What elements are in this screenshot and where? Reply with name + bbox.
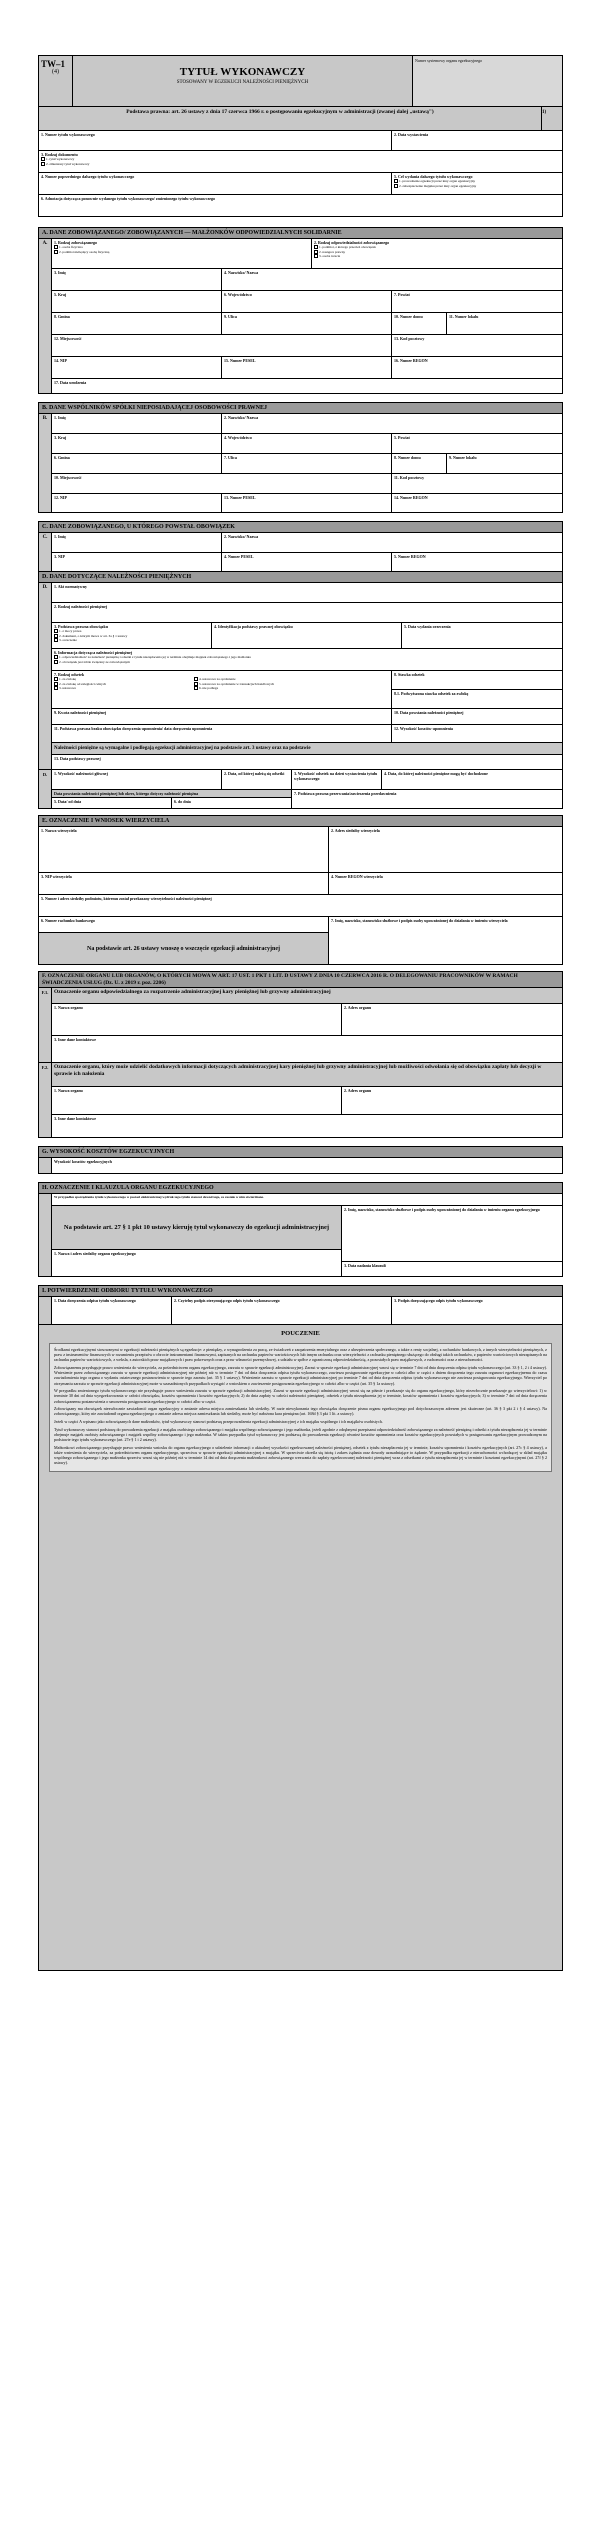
a-nip[interactable]: 14. NIP [52,357,222,378]
d-amount[interactable]: 9. Kwota należności pieniężnej [52,709,392,724]
legal-basis-row [38,107,563,131]
c-pesel[interactable]: 4. Numer PESEL [222,553,392,571]
d-interest-opt1: 1. za zwłokę [59,677,77,681]
d-interest-rate-raised[interactable]: 8.1. Podwyższona stawka odsetek za zwłokę [394,691,469,696]
f2-header: Oznaczenie organu, który może udzielić dodatkowych informacji dotyczących administracyjnej kary pieniężnej lub grzywny administracyjnej lub możliwości odwołania się od obowiązku zapłaty lub decyzji w sprawie ich nałożenia [54,1064,542,1077]
section-f-title: F. OZNACZENIE ORGANU LUB ORGANÓW, O KTÓRYCH MOWA W ART. 17 UST. 1 PKT 1 LIT. D USTAWY Z DNIA 10 CZERWCA 2016 R. O DELEGOWANIU PRACOWNIKÓW W RAMACH ŚWIADCZENIA USŁUG (Dz. U. z 2019 r. poz. 2206) [38,971,563,988]
form-header [38,55,563,107]
a-postal-code[interactable]: 13. Kod pocztowy [394,336,425,341]
d-limitation-basis[interactable]: 7. Podstawa prawna przerwania/zawieszenia przedawnienia [294,791,397,796]
purpose-opt-1: 1. prowadzenie egzekucji przez inny organ egzekucyjny [399,179,476,183]
instructions-paragraph: Jeżeli w części A wpisano jako zobowiązanych dane małżonków, tytuł wykonawczy stanowi podstawę przeprowadzenia egzekucji administracyjnej z ich majątku wspólnego i ich majątków osobistych. [54,1419,383,1424]
d-origin-date[interactable]: 10. Data powstania należności pieniężnej [394,710,464,715]
c-regon[interactable]: 5. Numer REGON [394,554,426,559]
b-city[interactable]: 10. Miejscowość [52,474,392,493]
b-apartment-number[interactable]: 9. Numer lokalu [449,455,477,460]
f2-contact[interactable]: 3. Inne dane kontaktowe [54,1116,97,1121]
d-principal-amount[interactable]: 1. Wysokość należności głównej [52,770,222,789]
d-interest-opt3: 3. ustawowe [59,686,76,691]
d-interest-type[interactable] [52,671,392,708]
section-d-side: D. [39,583,52,769]
instructions-paragraph: Środkami egzekucyjnymi stosowanymi w egzekucji należności pieniężnych są egzekucje: z pieniędzy, z wynagrodzenia za pracę, ze świadczeń z zaopatrzenia emerytalnego oraz z ubezpieczenia społecznego, a także z renty socjalnej, z rachunków bankowych, z innych wierzytelności pieniężnych, z praw z instrumentów finansowych w rozumieniu przepisów o obrocie instrumentami finansowymi, zapisanych na rachunku papierów wartościowych lub innym rachunku oraz wierzytelności z rachunku pieniężnego służącego do obsługi takich rachunków, z papierów wartościowych niezapisanych na rachunku papierów wartościowych, z weksla, z autorskich praw majątkowych i praw pokrewnych oraz z praw własności przemysłowej, z udziału w spółce z ograniczoną odpowiedzialnością, z pozostałych praw majątkowych, z ruchomości oraz z nieruchomości. [54,1347,547,1363]
section-a-side: A. [39,239,52,393]
a-regon[interactable]: 16. Numer REGON [394,358,428,363]
a-pesel[interactable]: 15. Numer PESEL [222,357,392,378]
d-interest-opt5: 5. ustawowe za opóźnienie w transakcjach handlowych [199,681,275,686]
e-bank-account[interactable]: 6. Numer rachunku bankowego [39,917,328,933]
section-d1-side: D. [39,770,52,808]
a-commune[interactable]: 8. Gmina [52,313,222,334]
e-signature[interactable]: 7. Imię, nazwisko, stanowisko służbowe i podpis osoby upoważnionej do działania w imieniu wierzyciela [331,918,508,923]
e-creditor-regon[interactable]: 4. Numer REGON wierzyciela [331,874,383,879]
d-enforceable-statement: Należności pieniężne są wymagalne i podlegają egzekucji administracyjnej na podstawie art. 3 ustawy oraz na podstawie [54,746,311,751]
d-legal-basis-opt1: 1. z mocy prawa [59,629,82,633]
section-e-title: E. OZNACZENIE I WNIOSEK WIERZYCIELA [38,815,563,827]
section-c-title: C. DANE ZOBOWIĄZANEGO, U KTÓREGO POWSTAŁ OBOWIĄZEK [38,521,563,533]
h-electronic-note: W przypadku sporządzenia tytułu wykonawczego w postaci elektronicznej wydruk tego tytułu stanowi dowód tego, co zostało w nim stwierdzone. [54,1195,264,1199]
f1-contact[interactable]: 3. Inne dane kontaktowe [54,1037,97,1042]
tw1-form [38,55,563,1971]
b-house-number[interactable]: 8. Numer domu [392,454,447,473]
b-country[interactable]: 3. Kraj [52,434,222,453]
i-recipient-signature[interactable]: 2. Czytelny podpis otrzymującego odpis tytułu wykonawczego [172,1297,392,1324]
h-clause: Na podstawie art. 27 § 1 pkt 10 ustawy kieruję tytuł wykonawczy do egzekucji administracyjnej [52,1206,341,1250]
organ-system-number[interactable]: Numer systemowy organu egzekucyjnego [412,56,562,106]
a-county[interactable]: 7. Powiat [394,292,410,297]
c-first-name[interactable]: 1. Imię [52,533,222,552]
field-issue-date[interactable]: 2. Data wystawienia [394,132,429,137]
d-interest-opt2: 2. za zwłokę od zaległości celnych [59,681,107,686]
field-purpose[interactable] [392,173,562,194]
purpose-opt-2: 2. zabezpieczenie majątku przez inny organ egzekucyjny [399,183,477,188]
d-receivable-info[interactable] [52,649,562,670]
form-code: TW–1 [41,59,66,69]
form-version: (4) [52,69,59,75]
a-city[interactable]: 12. Miejscowość [52,335,392,356]
d-ruling-date[interactable]: 5. Data wydania orzeczenia [404,624,451,629]
d-interest-opt4: 4. ustawowe za opóźnienie [199,677,236,681]
b-voivodeship[interactable]: 4. Województwo [222,434,392,453]
d-interest-from[interactable]: 2. Data, od której należą się odsetki [222,770,292,789]
a-debtor-type-opt1: 1. osoba fizyczna [59,245,83,249]
section-c-side: C. [39,533,52,571]
instructions-paragraph: Zobowiązany ma obowiązek niezwłocznie zawiadomić organ egzekucyjny o zmianie adresu miejsca zamieszkania lub siedziby. W razie niewykonania tego obowiązku doręczenie pisma organu egzekucyjnego pod dotychczasowym adresem jest skuteczne (art. 36 § 3 pkt 2 i § 4 ustawy). Na zobowiązanego, który nie zawiadomił organu egzekucyjnego o zmianie adresu miejsca zamieszkania lub siedziby, może być nałożona kara pieniężna (art. 168d § 3 pkt 1 lit. a ustawy). [54,1406,547,1417]
f1-organ-name[interactable]: 1. Nazwa organu [52,1004,342,1035]
d-legal-basis-label: 3. Podstawa prawna obowiązku [54,624,109,629]
e-creditor-nip[interactable]: 3. NIP wierzyciela [39,873,329,894]
section-i-title: I. POTWIERDZENIE ODBIORU TYTUŁU WYKONAWCZEGO [38,1285,563,1297]
legal-basis: Podstawa prawna: art. 26 ustawy z dnia 17 czerwca 1966 r. o postępowaniu egzekucyjnym w administracji (zwanej dalej „ustawą") [39,107,542,130]
section-d-title: D. DANE DOTYCZĄCE NALEŻNOŚCI PIENIĘŻNYCH [38,572,563,583]
b-postal-code[interactable]: 11. Kod pocztowy [394,475,425,480]
section-g-title: G. WYSOKOŚĆ KOSZTÓW EGZEKUCYJNYCH [38,1146,563,1158]
b-last-name[interactable]: 2. Nazwisko/ Nazwa [224,415,259,420]
d-legal-basis-id[interactable]: 4. Identyfikacja podstawy prawnej obowiązku [212,623,402,648]
instructions-paragraph: W przypadku zmienionego tytułu wykonawczego nie przysługuje prawo wniesienia zarzutu w sprawie egzekucji administracyjnej. Zarzut w sprawie egzekucji administracyjnej wnosi się na piśmie i przekazuje się do organu egzekucyjnego, który niezwłocznie przekazuje go wierzycielowi: 1) w terminie 30 dni od dnia wyegzekwowania w całości obowiązku, kosztów upomnienia i kosztów egzekucyjnych; 2) do dnia zapłaty w całości należności pieniężnej, odsetek z tytułu niezapłacenia jej w terminie, kosztów upomnienia i kosztów egzekucyjnych; 3) w terminie 7 dni od dnia doręczenia zobowiązanemu postanowienia o umorzeniu postępowania egzekucyjnego w całości albo w części. [54,1388,547,1404]
a-last-name[interactable]: 4. Nazwisko/ Nazwa [224,270,259,275]
instructions-paragraph: Zobowiązanemu przysługuje prawo wniesienia do wierzyciela, za pośrednictwem organu egzekucyjnego, zarzutu w sprawie egzekucji administracyjnej. Zarzut w sprawie egzekucji administracyjnej wnosi się w terminie 7 dni od dnia doręczenia odpisu tytułu wykonawczego (art. 33 § 1, 2 i 4 ustawy). Wniesienie przez zobowiązanego zarzutu w sprawie egzekucji administracyjnej nie później niż w terminie 7 dni od dnia doręczenia odpisu tytułu wykonawczego, zawiesza postępowanie egzekucyjne w całości albo w części z dniem doręczenia tego zarzutu organowi egzekucyjnemu do czasu zawiadomienia tego organu o wydaniu ostatecznego postanowienia w sprawie tego zarzutu (art. 35 § 1 ustawy). Wniesienie zarzutu w sprawie egzekucji administracyjnej po terminie 7 dni od dnia doręczenia odpisu tytułu wykonawczego nie zawiesza postępowania egzekucyjnego. Wierzyciel po otrzymaniu zarzutu w sprawie egzekucji administracyjnej może w uzasadnionych przypadkach wystąpić z wnioskiem o zawieszenie postępowania egzekucyjnego w całości albo w części (art. 35 § 1a ustawy). [54,1365,547,1386]
d-interest-amount[interactable]: 3. Wysokość odsetek na dzień wystawienia tytułu wykonawczego [292,770,382,789]
d-period-from[interactable]: 5. Data/ od dnia [52,798,172,808]
d-info-opt2: 2. obowiązek jest ściśle związany ze zobowiązanym [59,659,130,664]
form-title: TYTUŁ WYKONAWCZY [179,66,306,78]
d-claim-until[interactable]: 4. Data, do której należności pieniężne mogą być dochodzone [384,771,488,776]
section-h-title: H. OZNACZENIE I KLAUZULA ORGANU EGZEKUCYJNEGO [38,1182,563,1194]
d-reminder-basis[interactable]: 11. Podstawa prawna braku obowiązku doręczenia upomnienia/ data doręczenia upomnienia [52,725,392,742]
d-basis-date[interactable]: 13. Data podstawy prawnej [54,756,101,761]
a-debtor-type-label: 1. Rodzaj zobowiązanego [54,240,97,245]
f2-organ-name[interactable]: 1. Nazwa organu [52,1087,342,1114]
f1-organ-address[interactable]: 2. Adres organu [344,1005,372,1010]
d-period-header: Data powstania należności pieniężnej lub okres, którego dotyczy należność pieniężna [52,790,291,798]
d-reminder-cost[interactable]: 12. Wysokość kosztów upomnienia [394,726,453,731]
form-subtitle: STOSOWANY W EGZEKUCJI NALEŻNOŚCI PIENIĘŻNYCH [176,80,309,85]
d-interest-rate[interactable]: 8. Stawka odsetek [392,671,562,690]
field-purpose-label: 5. Cel wydania dalszego tytułu wykonawczego [394,174,473,179]
a-debtor-type[interactable] [52,239,312,268]
b-pesel[interactable]: 13. Numer PESEL [222,494,392,512]
d-info-opt1: 1. odpowiedzialność za należność pieniężną i odsetki z tytułu niezapłacenia jej w terminie obejmuje majątek zobowiązanego i jego małżonka [59,655,251,659]
a-liability-opt1: 1. podmiot, z którego przecież obowiązek [319,245,376,249]
a-voivodeship[interactable]: 6. Województwo [222,291,392,312]
a-first-name[interactable]: 3. Imię [52,269,222,290]
a-apartment-number[interactable]: 11. Numer lokalu [449,314,479,319]
field-annotation[interactable]: 6. Adnotacja dotycząca ponownie wydanego tytułu wykonawczego/ zmienionego tytułu wykonawczego [41,196,215,201]
h-organ-name-address[interactable]: 1. Nazwa i adres siedziby organu egzekucyjnego [54,1251,136,1256]
a-street[interactable]: 9. Ulica [222,313,392,334]
section-b-title: B. DANE WSPÓLNIKÓW SPÓŁKI NIEPOSIADAJĄCEJ OSOBOWOŚCI PRAWNEJ [38,402,563,414]
a-liability-type-label: 2. Rodzaj odpowiedzialności zobowiązanego [314,240,390,245]
b-street[interactable]: 7. Ulica [222,454,392,473]
a-country[interactable]: 5. Kraj [52,291,222,312]
d-period-to[interactable]: 6. do dnia [174,799,191,804]
h-signature[interactable]: 2. Imię, nazwisko, stanowisko służbowe i podpis osoby upoważnionej do działania w imieniu organu egzekucyjnego [342,1206,562,1262]
b-first-name[interactable]: 1. Imię [52,414,222,433]
e-creditor-name[interactable]: 1. Nazwa wierzyciela [39,827,329,872]
d-normative-act[interactable]: 1. Akt normatywny [54,584,88,589]
g-enforcement-costs[interactable]: Wysokość kosztów egzekucyjnych [54,1159,112,1164]
d-interest-opt6: 6. nie podlega [199,686,219,691]
a-house-number[interactable]: 10. Numer domu [392,313,447,334]
b-regon[interactable]: 14. Numer REGON [394,495,428,500]
section-f2-side: F.2. [39,1063,52,1137]
field-title-number[interactable]: 1. Numer tytułu wykonawczego [39,131,392,150]
a-liability-opt3: 3. osoba trzecia [319,254,341,259]
i-delivery-date[interactable]: 1. Data doręczenia odpisu tytułu wykonawczego [52,1297,172,1324]
d-receivable-type[interactable]: 2. Rodzaj należności pieniężnej [54,604,108,609]
a-debtor-type-opt2: 2. podmiot niebędący osobą fizyczną [59,249,110,254]
doc-type-opt-2: 2. zmieniony tytuł wykonawczy [46,161,90,166]
e-creditor-address[interactable]: 2. Adres siedziby wierzyciela [331,828,380,833]
d-receivable-info-label: 6. Informacja dotycząca należności pieniężnej [54,650,133,655]
i-deliverer-signature[interactable]: 3. Podpis doręczającego odpis tytułu wykonawczego [394,1298,483,1303]
field-document-type[interactable] [39,151,562,172]
e-request-statement: Na podstawie art. 26 ustawy wnoszę o wszczęcie egzekucji administracyjnej [39,933,328,964]
instructions [38,1325,563,1971]
a-birth-date[interactable]: 17. Data urodzenia [54,380,87,385]
instructions-title: POUCZENIE [281,1330,320,1337]
b-nip[interactable]: 12. NIP [52,494,222,512]
a-liability-opt2: 2. następca prawny [319,249,346,254]
f2-organ-address[interactable]: 2. Adres organu [344,1088,372,1093]
c-nip[interactable]: 3. NIP [52,553,222,571]
b-county[interactable]: 5. Powiat [394,435,410,440]
b-commune[interactable]: 6. Gmina [52,454,222,473]
d-interest-type-label: 7. Rodzaj odsetek [54,672,85,677]
d-legal-basis-opt3: 3. orzeczenie [59,638,77,643]
instructions-paragraph: Małżonkowi zobowiązanego przysługuje prawo wniesienia wniosku do organu egzekucyjnego o udzielenie informacji o aktualnej wysokości egzekwowanej należności pieniężnej, odsetek z tytułu niezapłacenia jej w terminie, kosztów upomnienia i kosztów egzekucyjnych (art. 27c § 4 ustawy), a także wniesienia do wierzyciela, za pośrednictwem organu egzekucyjnego, sprzeciwu w sprawie egzekucji administracyjnej z majątku. W sprzeciwie określa się istotę i zakres żądania oraz dowody uzasadniające to żądanie. W przypadku egzekucji z nieruchomości wchodzącej w skład majątku wspólnego zobowiązanego i jego małżonka sprzeciw wnosi się nie później niż w terminie 14 dni od dnia doręczenia małżonkowi zobowiązanego wezwania do zapłaty egzekwowanej należności pieniężnej wraz z odsetkami z tytułu niezapłacenia jej w terminie i kosztami egzekucyjnymi (art. 27f § 2 ustawy). [54,1444,547,1466]
a-liability-type[interactable] [312,239,562,268]
e-assignee[interactable]: 5. Numer i adres siedziby podmiotu, któremu został przekazany wierzytelności należności pieniężnej [41,896,212,901]
instructions-paragraph: Tytuł wykonawczy stanowi podstawę do prowadzenia egzekucji z majątku osobistego zobowiązanego i majątku wspólnego zobowiązanego i jego małżonka, jeżeli zgodnie z odrębnymi przepisami odpowiedzialność zobowiązanego za należność pieniężną i odsetki z tytułu niezapłacenia jej w terminie obejmuje majątek osobisty zobowiązanego i majątek wspólny zobowiązanego i jego małżonka. W takim przypadku tytuł wykonawczy jest podstawą do prowadzenia egzekucji również kosztów upomnienia oraz kosztów egzekucyjnych powstałych w postępowaniu egzekucyjnym prowadzonym na podstawie tego tytułu wykonawczego (art. 27e § 1 i 2 ustawy). [54,1426,547,1442]
h-clause-date[interactable]: 3. Data nadania klauzuli [344,1263,386,1268]
c-last-name[interactable]: 2. Nazwisko/ Nazwa [224,534,259,539]
section-b-side: B. [39,414,52,512]
section-f1-side: F.1. [39,988,52,1062]
d-legal-basis[interactable] [52,623,212,648]
d-legal-basis-opt2: 2. dokument, o którym mowa w art. 3a § 1 ustawy [59,633,128,638]
f1-header: Oznaczenie organu odpowiedzialnego za rozpatrzenie administracyjnej kary pieniężnej lub grzywny administracyjnej [54,989,331,995]
doc-type-opt-1: 1. tytuł wykonawczy [46,157,75,161]
legal-basis-num: 1) [542,110,547,115]
field-previous-title-number[interactable]: 4. Numer poprzedniego dalszego tytułu wykonawczego [39,173,392,194]
section-a-title: A. DANE ZOBOWIĄZANEGO/ ZOBOWIĄZANYCH — MAŁŻONKÓW ODPOWIEDZIALNYCH SOLIDARNIE [38,227,563,239]
field-document-type-label: 3. Rodzaj dokumentu [41,152,78,157]
